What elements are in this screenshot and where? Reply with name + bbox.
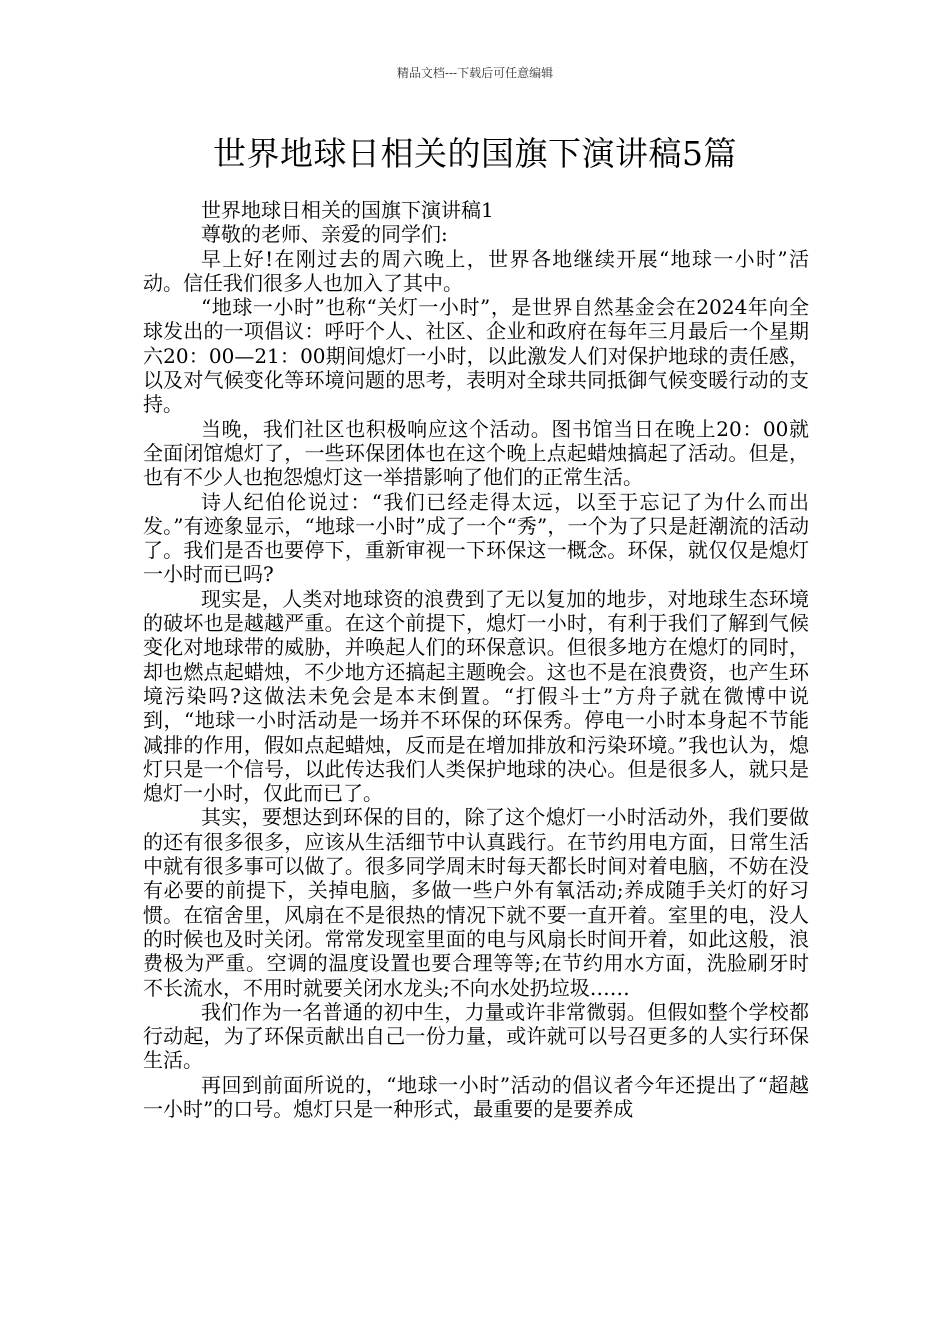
paragraph: 其实，要想达到环保的目的，除了这个熄灯一小时活动外，我们要做的还有很多很多，应该从生活细节中认真践行。在节约用电方面，日常生活中就有很多事可以做了。很多同学周末时每天都长时间对着电脑，不妨在没有必要的前提下，关掉电脑，多做一些户外有氧活动;养成随手关灯的好习惯。在宿舍里，风扇在不是很热的情况下就不要一直开着。室里的电，没人的时候也及时关闭。常常发现室里面的电与风扇长时间开着，如此这般，浪费极为严重。空调的温度设置也要合理等等;在节约用水方面，洗脸刷牙时不长流水，不用时就要关闭水龙头;不向水处扔垃圾…… [143, 805, 809, 1000]
paragraph: “地球一小时”也称“关灯一小时”，是世界自然基金会在2024年向全球发出的一项倡议：呼吁个人、社区、企业和政府在每年三月最后一个星期六20：00—21：00期间熄灯一小时，以此激发人们对保护地球的责任感，以及对气候变化等环境问题的思考，表明对全球共同抵御气候变暖行动的支持。 [143, 295, 809, 417]
paragraph-salutation: 尊敬的老师、亲爱的同学们: [201, 222, 448, 247]
header-note: 精品文档---下载后可任意编辑 [396, 66, 554, 80]
document-body [143, 198, 809, 1121]
document-title: 世界地球日相关的国旗下演讲稿5篇 [213, 134, 737, 173]
paragraph: 当晚，我们社区也积极响应这个活动。图书馆当日在晚上20：00就全面闭馆熄灯了，一些环保团体也在这个晚上点起蜡烛搞起了活动。但是，也有不少人也抱怨熄灯这一举措影响了他们的正常生活。 [143, 416, 809, 490]
paragraph: 我们作为一名普通的初中生，力量或许非常微弱。但假如整个学校都行动起，为了环保贡献出自己一份力量，或许就可以号召更多的人实行环保生活。 [143, 999, 809, 1073]
paragraph: 再回到前面所说的，“地球一小时”活动的倡议者今年还提出了“超越一小时”的口号。熄灯只是一种形式，最重要的是要养成 [143, 1072, 809, 1121]
paragraph: 早上好!在刚过去的周六晚上，世界各地继续开展“地球一小时”活动。信任我们很多人也加入了其中。 [143, 246, 809, 295]
paragraph: 现实是，人类对地球资的浪费到了无以复加的地步，对地球生态环境的破坏也是越越严重。在这个前提下，熄灯一小时，有利于我们了解到气候变化对地球带的威胁，并唤起人们的环保意识。但很多地方在熄灯的同时，却也燃点起蜡烛，不少地方还搞起主题晚会。这也不是在浪费资，也产生环境污染吗?这做法未免会是本末倒置。“打假斗士”方舟子就在微博中说到，“地球一小时活动是一场并不环保的环保秀。停电一小时本身起不节能减排的作用，假如点起蜡烛，反而是在增加排放和污染环境。”我也认为，熄灯只是一个信号，以此传达我们人类保护地球的决心。但是很多人，就只是熄灯一小时，仅此而已了。 [143, 586, 809, 806]
paragraph: 诗人纪伯伦说过：“我们已经走得太远，以至于忘记了为什么而出发。”有迹象显示，“地球一小时”成了一个“秀”，一个为了只是赶潮流的活动了。我们是否也要停下，重新审视一下环保这一概念。环保，就仅仅是熄灯一小时而已吗? [143, 489, 809, 587]
paragraph-subtitle: 世界地球日相关的国旗下演讲稿1 [201, 198, 494, 222]
